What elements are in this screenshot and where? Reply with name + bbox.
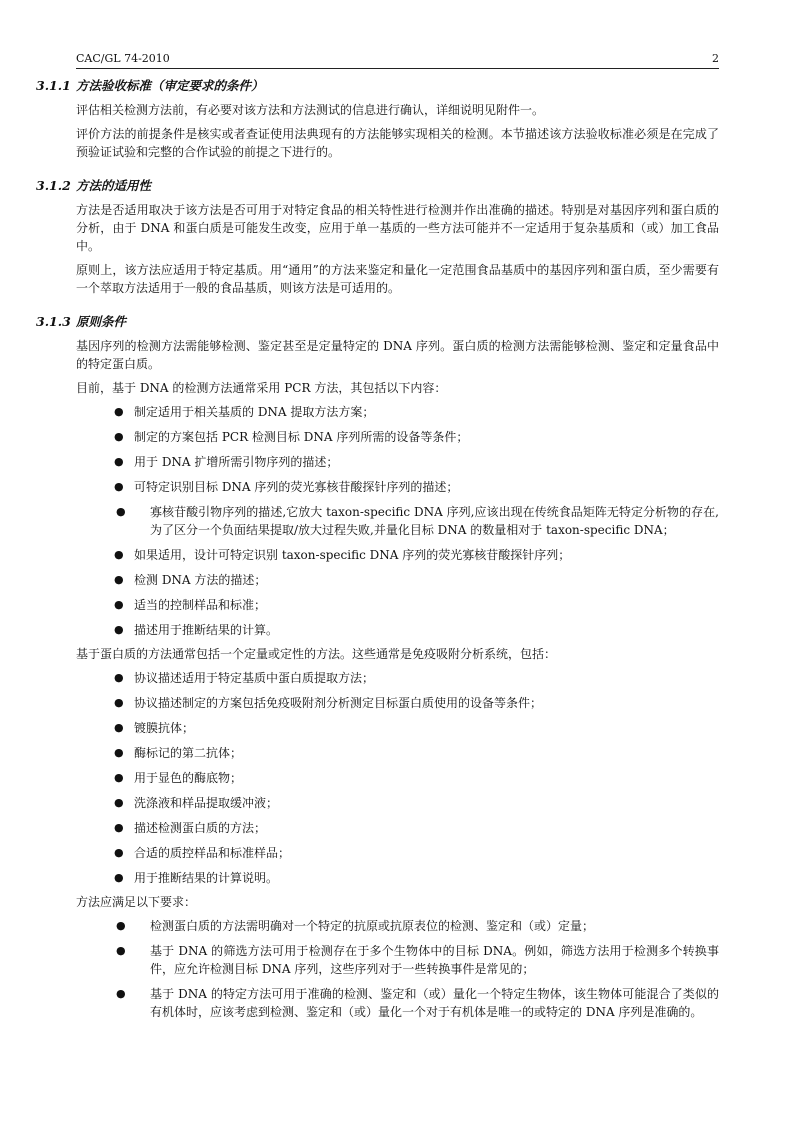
bullet-icon: ● xyxy=(114,721,124,734)
section-number: 3.1.2 xyxy=(36,178,71,193)
bullet-icon: ● xyxy=(114,796,124,809)
protein-method-list xyxy=(76,669,719,887)
bullet-icon: ● xyxy=(116,987,126,1000)
list-item: ● 制定的方案包括 PCR 检测目标 DNA 序列所需的设备等条件； xyxy=(114,430,469,444)
list-item: ● 可特定识别目标 DNA 序列的荧光寡核苷酸探针序列的描述； xyxy=(114,480,459,494)
paragraph: 基于蛋白质的方法通常包括一个定量或定性的方法。这些通常是免疫吸附分析系统，包括： xyxy=(76,647,557,661)
bullet-icon: ● xyxy=(116,505,126,518)
bullet-icon: ● xyxy=(116,944,126,957)
paragraph: 目前，基于 DNA 的检测方法通常采用 PCR 方法，其包括以下内容： xyxy=(76,381,447,395)
bullet-icon: ● xyxy=(114,573,124,586)
list-item: ● 洗涤液和样品提取缓冲液； xyxy=(114,796,279,810)
list-item: ● 镀膜抗体； xyxy=(114,721,195,735)
bullet-icon: ● xyxy=(114,455,124,468)
list-item: ● 如果适用，设计可特定识别 taxon-specific DNA 序列的荧光寡核苷酸探针序列； xyxy=(114,548,571,562)
list-item: ● 寡核苷酸引物序列的描述,它放大 taxon-specific DNA 序列,应该出现在传统食品矩阵无特定分析物的存在,为了区分一个负面结果提取/放大过程失败,并量化目标 DNA 的数量相对于 taxon-specific DNA； xyxy=(76,503,719,539)
paragraph: 原则上，该方法应适用于特定基质。用“通用”的方法来鉴定和量化一定范围食品基质中的基因序列和蛋白质，至少需要有一个萃取方法适用于一般的食品基质，则该方法是可适用的。 xyxy=(76,263,719,295)
list-item: ● 协议描述制定的方案包括免疫吸附剂分析测定目标蛋白质使用的设备等条件； xyxy=(114,696,543,710)
section-number: 3.1.3 xyxy=(36,314,71,329)
list-item: ● 制定适用于相关基质的 DNA 提取方法方案； xyxy=(114,405,375,419)
list-item: ● 基于 DNA 的特定方法可用于准确的检测、鉴定和（或）量化一个特定生物体，该生物体可能混合了类似的有机体时，应该考虑到检测、鉴定和（或）量化一个对于有机体是唯一的或特定的 DNA 序列是准确的。 xyxy=(76,985,719,1021)
bullet-icon: ● xyxy=(114,671,124,684)
list-item: ● 检测蛋白质的方法需明确对一个特定的抗原或抗原表位的检测、鉴定和（或）定量； xyxy=(76,917,719,935)
paragraph: 评估相关检测方法前，有必要对该方法和方法测试的信息进行确认，详细说明见附件一。 xyxy=(76,103,545,117)
list-item: ● 合适的质控样品和标准样品； xyxy=(114,846,291,860)
list-item: ● 适当的控制样品和标准； xyxy=(114,598,267,612)
page-header xyxy=(76,52,719,69)
document-page xyxy=(36,52,719,1021)
section-title: 方法的适用性 xyxy=(76,178,152,193)
list-item: ● 用于 DNA 扩增所需引物序列的描述； xyxy=(114,455,339,469)
dna-method-list xyxy=(76,403,719,639)
list-item: ● 描述用于推断结果的计算。 xyxy=(114,623,279,637)
section-title: 方法验收标准（审定要求的条件） xyxy=(76,78,264,93)
bullet-icon: ● xyxy=(114,821,124,834)
bullet-icon: ● xyxy=(114,846,124,859)
list-item: ● 用于推断结果的计算说明。 xyxy=(114,871,279,885)
bullet-icon: ● xyxy=(114,696,124,709)
list-item: ● 酶标记的第二抗体； xyxy=(114,746,243,760)
page-number: 2 xyxy=(712,52,719,65)
bullet-icon: ● xyxy=(114,480,124,493)
paragraph: 基因序列的检测方法需能够检测、鉴定甚至是定量特定的 DNA 序列。蛋白质的检测方法需能够检测、鉴定和定量食品中的特定蛋白质。 xyxy=(76,339,719,371)
bullet-icon: ● xyxy=(114,548,124,561)
section-heading-3-1-3 xyxy=(36,313,719,331)
bullet-icon: ● xyxy=(114,430,124,443)
paragraph: 方法是否适用取决于该方法是否可用于对特定食品的相关特性进行检测并作出准确的描述。特别是对基因序列和蛋白质的分析，由于 DNA 和蛋白质是可能发生改变，应用于单一基质的一些方法可能并不一定适用于复杂基质和（或）加工食品中。 xyxy=(76,203,719,253)
bullet-icon: ● xyxy=(114,598,124,611)
section-heading-3-1-2 xyxy=(36,177,719,195)
paragraph: 评价方法的前提条件是核实或者查证使用法典现有的方法能够实现相关的检测。本节描述该方法验收标准必须是在完成了预验证试验和完整的合作试验的前提之下进行的。 xyxy=(76,127,719,159)
bullet-icon: ● xyxy=(116,919,126,932)
section-number: 3.1.1 xyxy=(36,78,71,93)
doc-code: CAC/GL 74-2010 xyxy=(76,52,170,65)
bullet-icon: ● xyxy=(114,746,124,759)
paragraph: 方法应满足以下要求： xyxy=(76,895,197,909)
list-item: ● 描述检测蛋白质的方法； xyxy=(114,821,267,835)
list-item: ● 基于 DNA 的筛选方法可用于检测存在于多个生物体中的目标 DNA。例如，筛选方法用于检测多个转换事件，应允许检测目标 DNA 序列，这些序列对于一些转换事件是常见的； xyxy=(76,942,719,978)
bullet-icon: ● xyxy=(114,623,124,636)
bullet-icon: ● xyxy=(114,871,124,884)
bullet-icon: ● xyxy=(114,771,124,784)
list-item: ● 协议描述适用于特定基质中蛋白质提取方法； xyxy=(114,671,375,685)
requirements-list xyxy=(76,917,719,1021)
section-heading-3-1-1 xyxy=(36,77,719,95)
list-item: ● 用于显色的酶底物； xyxy=(114,771,243,785)
section-title: 原则条件 xyxy=(76,314,127,329)
list-item: ● 检测 DNA 方法的描述； xyxy=(114,573,267,587)
bullet-icon: ● xyxy=(114,405,124,418)
